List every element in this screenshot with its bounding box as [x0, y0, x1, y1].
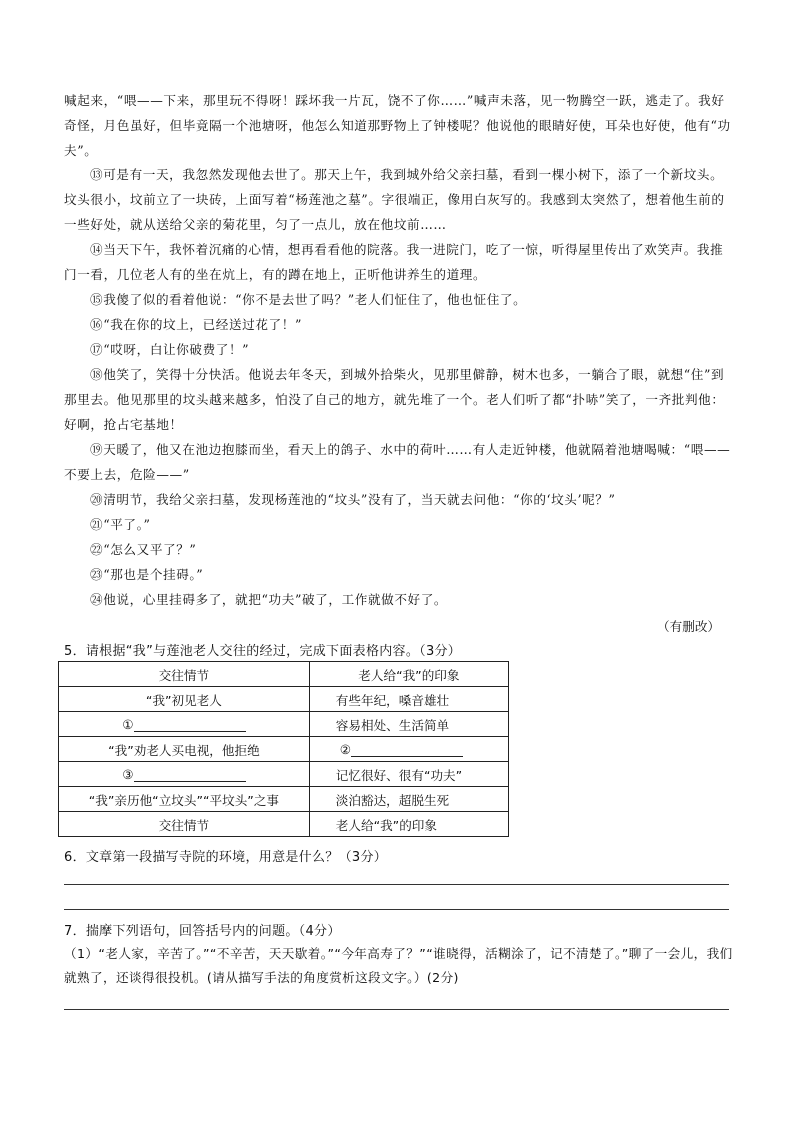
passage-paragraph-21: ㉑“平了。” [90, 517, 151, 532]
table-row [59, 687, 509, 712]
table-cell: 有些年纪，嗓音雄壮 [309, 687, 508, 712]
table-row [59, 762, 509, 787]
answer-line[interactable] [64, 909, 729, 910]
answer-blank[interactable] [134, 717, 246, 732]
answer-blank[interactable] [134, 767, 246, 782]
table-row [59, 662, 509, 687]
answer-blank-cell-2[interactable] [309, 737, 508, 762]
question-7-sub-1: （1）“老人家，辛苦了。”“不辛苦，天天歇着。”“今年高寿了？”“谁晓得，活糊涂了，记不清楚了。”聊了一会儿，我们就熟了，还谈得很投机。(请从描写手法的角度赏析这段文字。）(2分) [64, 946, 733, 985]
passage-paragraph-17: ⑰“哎呀，白让你破费了！” [90, 342, 250, 357]
passage-paragraph-24: ㉔他说，心里挂碍多了，就把“功夫”破了，工作就做不好了。 [90, 592, 448, 607]
blank-number: ② [339, 741, 352, 757]
answer-line[interactable] [64, 1009, 729, 1010]
question-5-table [58, 661, 509, 837]
answer-blank-cell-1[interactable] [59, 712, 310, 737]
table-row [59, 787, 509, 812]
table-row [59, 812, 509, 837]
table-header-cell: 交往情节 [59, 662, 310, 687]
table-header-cell: 老人给“我”的印象 [309, 662, 508, 687]
blank-number: ③ [122, 766, 134, 782]
blank-number: ① [122, 716, 134, 732]
table-cell: 容易相处、生活简单 [309, 712, 508, 737]
passage-paragraph-20: ⑳清明节，我给父亲扫墓，发现杨莲池的“坟头”没有了，当天就去问他：“你的‘坟头’呢？” [90, 492, 616, 507]
table-cell: “我”劝老人买电视，他拒绝 [59, 737, 310, 762]
passage-paragraph-18: ⑱他笑了，笑得十分快活。他说去年冬天，到城外拾柴火，见那里僻静，树木也多，一躺合了眼，就想“住”到那里去。他见那里的坟头越来越多，怕没了自己的地方，就先堆了一个。老人们听了都“扑哧”笑了，一齐批判他：好啊，抢占宅基地！ [64, 367, 725, 432]
table-cell: 老人给“我”的印象 [309, 812, 508, 837]
question-6-prompt: 6．文章第一段描写寺院的环境，用意是什么？（3分） [64, 850, 388, 865]
table-cell: 记忆很好、很有“功夫” [309, 762, 508, 787]
answer-blank[interactable] [351, 742, 463, 757]
table-cell: “我”初见老人 [59, 687, 310, 712]
table-row [59, 712, 509, 737]
answer-line[interactable] [64, 884, 729, 885]
passage-paragraph: 喊起来，“喂——下来，那里玩不得呀！踩坏我一片瓦，饶不了你……”喊声未落，见一物腾空一跃，逃走了。我好奇怪，月色虽好，但毕竟隔一个池塘呀，他怎么知道那野物上了钟楼呢？他说他的眼睛好使，耳朵也好使，他有“功夫”。 [64, 93, 731, 158]
passage-paragraph-22: ㉒“怎么又平了？” [90, 542, 197, 557]
answer-blank-cell-3[interactable] [59, 762, 310, 787]
table-cell: “我”亲历他“立坟头”“平坟头”之事 [59, 787, 310, 812]
question-5-prompt: 5．请根据“我”与莲池老人交往的经过，完成下面表格内容。（3分） [64, 644, 462, 659]
passage-paragraph-16: ⑯“我在你的坟上，已经送过花了！” [90, 317, 302, 332]
table-cell: 交往情节 [59, 812, 310, 837]
table-cell: 淡泊豁达，超脱生死 [309, 787, 508, 812]
passage-paragraph-15: ⑮我傻了似的看着他说：“你不是去世了吗？”老人们怔住了，他也怔住了。 [90, 292, 527, 307]
passage-paragraph-23: ㉓“那也是个挂碍。” [90, 567, 204, 582]
question-7-prompt: 7．揣摩下列语句，回答括号内的问题。（4分） [64, 924, 341, 939]
passage-paragraph-19: ⑲天暖了，他又在池边抱膝而坐，看天上的鸽子、水中的荷叶……有人走近钟楼，他就隔着池塘喝喊：“喂——不要上去，危险——” [64, 442, 731, 482]
passage-paragraph-14: ⑭当天下午，我怀着沉痛的心情，想再看看他的院落。我一进院门，吃了一惊，听得屋里传出了欢笑声。我推门一看，几位老人有的坐在炕上，有的蹲在地上，正听他讲养生的道理。 [64, 242, 724, 282]
source-note: （有删改） [657, 619, 720, 634]
table-row [59, 737, 509, 762]
passage-paragraph-13: ⑬可是有一天，我忽然发现他去世了。那天上午，我到城外给父亲扫墓，看到一棵小树下，添了一个新坟头。坟头很小，坟前立了一块砖，上面写着“杨莲池之墓”。字很端正，像用白灰写的。我感到太突然了，想着他生前的一些好处，就从送给父亲的菊花里，匀了一点儿，放在他坟前…… [64, 167, 725, 232]
